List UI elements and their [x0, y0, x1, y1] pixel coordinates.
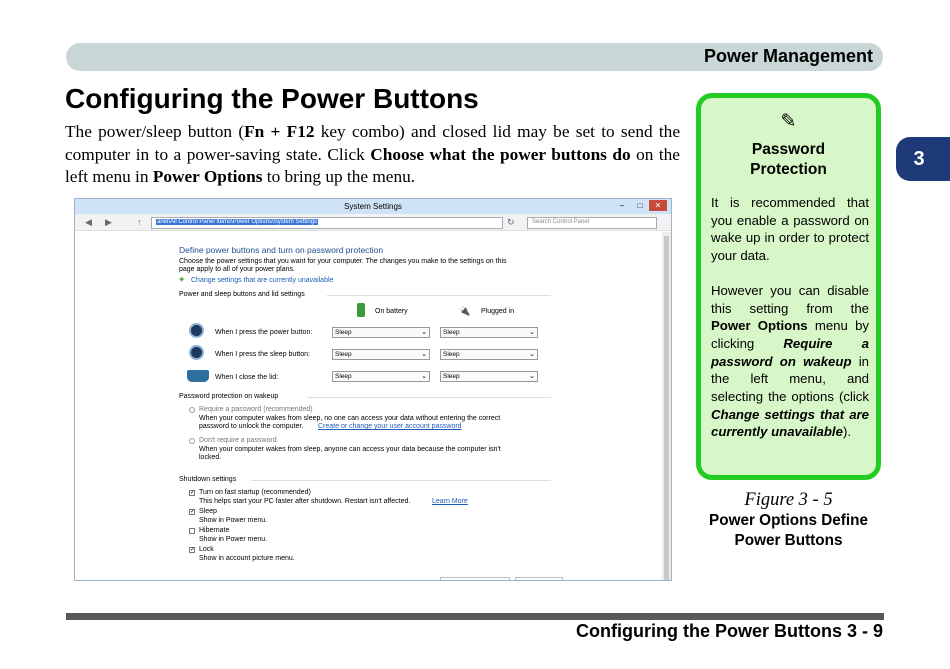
select-value: Sleep — [443, 373, 460, 380]
learn-more-link[interactable]: Learn More — [432, 498, 468, 505]
sleep-button-icon — [189, 345, 204, 360]
select-value: Sleep — [335, 329, 352, 336]
no-password-label: Don't require a password — [199, 437, 277, 444]
plug-icon: 🔌 — [459, 306, 471, 316]
back-icon[interactable]: ◀ — [85, 217, 92, 227]
save-changes-button[interactable] — [440, 577, 510, 581]
sleep-label: Sleep — [199, 508, 217, 515]
section-header-bar — [66, 43, 883, 71]
sleep-checkbox[interactable]: ✓ — [190, 509, 196, 515]
note-text: menu by clicking — [711, 318, 869, 351]
no-password-radio[interactable] — [189, 438, 195, 444]
forward-icon[interactable]: ▶ — [105, 217, 112, 227]
window-titlebar — [75, 199, 671, 214]
address-text: anel\All Control Panel Items\Power Options\System Settings — [157, 219, 318, 225]
col-on-battery: On battery — [375, 308, 408, 315]
power-button-icon — [189, 323, 204, 338]
intro-bold-link: Choose what the power buttons do — [370, 144, 631, 164]
hibernate-desc: Show in Power menu. — [199, 536, 268, 543]
window-controls — [613, 200, 667, 211]
section-title: Power Management — [703, 46, 873, 66]
close-icon[interactable]: ✕ — [649, 200, 667, 211]
note-bold-change-settings: Change settings that are currently unavailable — [711, 406, 869, 440]
sleep-desc: Show in Power menu. — [199, 517, 268, 524]
row-label-power: When I press the power button: — [215, 329, 313, 336]
change-settings-link[interactable]: Change settings that are currently unavailable — [191, 277, 334, 284]
shutdown-section-label: Shutdown settings — [179, 476, 237, 483]
scrollbar-thumb[interactable] — [664, 236, 669, 581]
divider — [327, 295, 551, 296]
create-password-link[interactable]: Create or change your user account password — [318, 423, 462, 430]
fast-startup-label: Turn on fast startup (recommended) — [199, 489, 311, 496]
intro-text-4: to bring up the menu. — [262, 167, 416, 186]
intro-bold-menu: Power Options — [152, 167, 263, 186]
chevron-down-icon: ⌄ — [421, 329, 427, 336]
maximize-icon[interactable]: □ — [637, 201, 643, 210]
search-input[interactable]: Search Control Panel — [527, 217, 657, 229]
lock-label: Lock — [199, 546, 214, 553]
select-value: Sleep — [443, 329, 460, 336]
note-text: in the left menu, and selecting the options (click — [711, 353, 869, 405]
power-battery-select[interactable] — [332, 327, 430, 338]
note-title — [701, 140, 876, 180]
window-title: System Settings — [344, 202, 402, 211]
scrollbar[interactable] — [662, 232, 671, 581]
chevron-down-icon: ⌄ — [421, 351, 427, 358]
laptop-lid-icon — [187, 370, 209, 382]
lock-checkbox[interactable]: ✓ — [190, 547, 196, 553]
note-bold-power-options: Power Options — [711, 318, 808, 334]
lid-battery-select[interactable] — [332, 371, 430, 382]
cancel-button[interactable] — [515, 577, 563, 581]
intro-bold-key: Fn + F12 — [244, 122, 315, 141]
note-paragraph-2 — [711, 282, 869, 441]
select-value: Sleep — [335, 351, 352, 358]
lid-plugged-select[interactable] — [440, 371, 538, 382]
intro-text-2: key combo) and closed lid may be set to send the computer in to a power-saving state. Click — [65, 122, 680, 164]
note-title-line-1: Password — [751, 141, 826, 158]
chevron-down-icon: ⌄ — [529, 329, 535, 336]
note-title-line-2: Protection — [750, 161, 827, 178]
chevron-down-icon: ⌄ — [529, 373, 535, 380]
figure-caption — [696, 489, 881, 550]
note-body — [711, 194, 869, 441]
buttons-section-label: Power and sleep buttons and lid settings — [179, 291, 305, 298]
battery-icon — [357, 303, 365, 317]
settings-desc-1: Choose the power settings that you want for your computer. The changes you make to the settings on this — [179, 258, 507, 265]
address-field[interactable] — [151, 217, 503, 229]
intro-text-3: on the left menu in — [65, 144, 680, 186]
pencil-icon: ✎ — [780, 111, 797, 132]
require-password-label: Require a password (recommended) — [199, 406, 313, 413]
note-paragraph-1: It is recommended that you enable a password on wake up in order to protect your data. — [711, 195, 869, 264]
chevron-down-icon: ⌄ — [421, 373, 427, 380]
system-settings-screenshot — [74, 198, 672, 581]
settings-heading: Define power buttons and turn on password protection — [179, 245, 384, 255]
divider — [251, 480, 551, 481]
note-bold-require-password: Require a password on wakeup — [711, 335, 869, 369]
require-password-desc-1: When your computer wakes from sleep, no one can access your data without entering the correct — [199, 415, 501, 422]
row-label-lid: When I close the lid: — [215, 374, 279, 381]
fast-startup-checkbox[interactable]: ✓ — [190, 490, 196, 496]
power-plugged-select[interactable] — [440, 327, 538, 338]
settings-desc-2: page apply to all of your power plans. — [179, 266, 295, 273]
intro-paragraph — [65, 121, 680, 189]
select-value: Sleep — [443, 351, 460, 358]
note-text: ). — [842, 424, 851, 440]
no-password-desc-1: When your computer wakes from sleep, anyone can access your data because the computer isn't — [199, 446, 501, 453]
address-bar-row — [75, 214, 671, 231]
password-section-label: Password protection on wakeup — [179, 393, 279, 400]
intro-text-1: The power/sleep button ( — [65, 122, 245, 141]
figure-label: Figure 3 - 5 — [744, 490, 833, 510]
refresh-icon[interactable]: ↻ — [507, 217, 515, 227]
row-label-sleep: When I press the sleep button: — [215, 351, 310, 358]
hibernate-checkbox[interactable] — [189, 528, 195, 534]
chevron-down-icon: ⌄ — [529, 351, 535, 358]
footer-text: Configuring the Power Buttons 3 - 9 — [576, 621, 883, 641]
chapter-tab: 3 — [896, 137, 950, 181]
fast-startup-desc: This helps start your PC faster after shutdown. Restart isn't affected. — [199, 498, 411, 505]
select-value: Sleep — [335, 373, 352, 380]
note-text: However you can disable this setting from the — [711, 282, 869, 316]
minimize-icon[interactable]: – — [619, 201, 625, 210]
col-plugged-in: Plugged in — [481, 308, 515, 315]
sleep-plugged-select[interactable] — [440, 349, 538, 360]
hibernate-label: Hibernate — [199, 527, 230, 534]
no-password-desc-2: locked. — [199, 454, 222, 461]
password-protection-note — [696, 93, 881, 480]
page-title: Configuring the Power Buttons — [65, 83, 479, 114]
up-arrow-icon[interactable]: ↑ — [137, 217, 142, 227]
figure-title: Power Options Define Power Buttons — [709, 512, 868, 549]
require-password-desc-2: password to unlock the computer. — [199, 423, 304, 430]
require-password-radio[interactable] — [189, 407, 195, 413]
footer-bar — [66, 613, 884, 620]
sleep-battery-select[interactable] — [332, 349, 430, 360]
lock-desc: Show in account picture menu. — [199, 555, 295, 562]
divider — [307, 397, 551, 398]
shield-icon: ◈ — [179, 276, 185, 283]
